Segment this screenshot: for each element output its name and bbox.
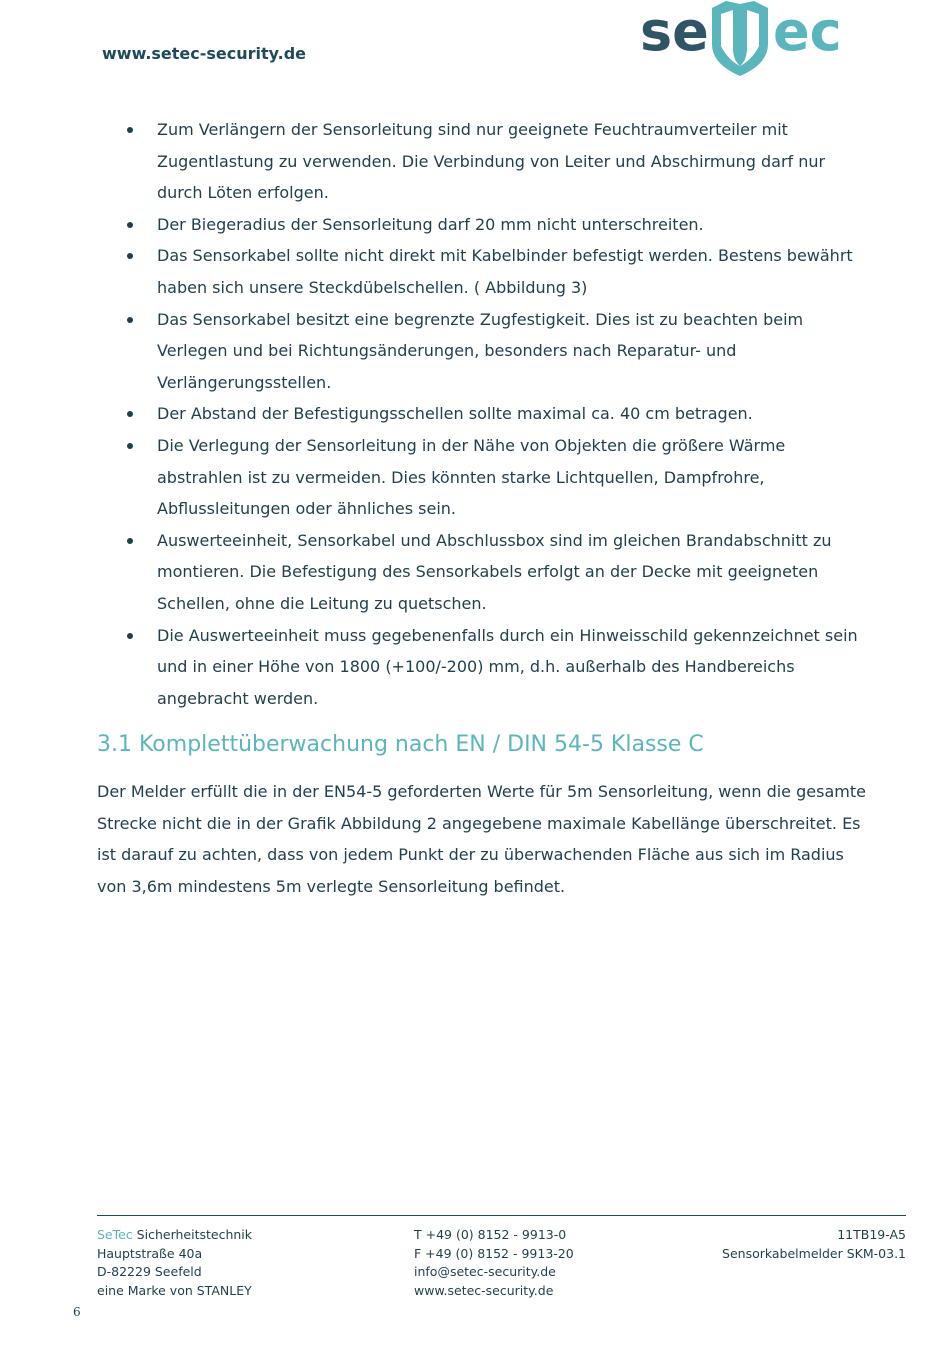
svg-text:ec: ec bbox=[773, 0, 842, 63]
bullet-icon bbox=[127, 411, 133, 417]
list-item: Die Auswerteeinheit muss gegebenenfalls durch ein Hinweisschild gekennzeichnet sein und in einer Höhe von 1800 (+100/-200) mm, d.h. außerhalb des Handbereichs angebracht werden. bbox=[97, 620, 867, 715]
page-number: 6 bbox=[73, 1305, 81, 1319]
footer-city: D-82229 Seefeld bbox=[97, 1264, 202, 1279]
footer-doc-code: 11TB19-A5 bbox=[837, 1227, 906, 1242]
footer-address bbox=[97, 1226, 252, 1300]
setec-logo bbox=[640, 0, 854, 80]
list-item: Das Sensorkabel sollte nicht direkt mit Kabelbinder befestigt werden. Bestens bewährt haben sich unsere Steckdübelschellen. ( Abbildung 3) bbox=[97, 240, 867, 303]
bullet-icon bbox=[127, 127, 133, 133]
bullet-icon bbox=[127, 633, 133, 639]
bullet-icon bbox=[127, 253, 133, 259]
list-item: Der Biegeradius der Sensorleitung darf 20 mm nicht unterschreiten. bbox=[97, 209, 867, 241]
list-item: Der Abstand der Befestigungsschellen sollte maximal ca. 40 cm betragen. bbox=[97, 398, 867, 430]
footer-product: Sensorkabelmelder SKM-03.1 bbox=[722, 1245, 906, 1261]
main-content bbox=[97, 114, 867, 903]
bullet-icon bbox=[127, 443, 133, 449]
footer-document-info bbox=[722, 1226, 906, 1263]
footer-fax: F +49 (0) 8152 - 9913-20 bbox=[414, 1245, 574, 1261]
footer-brand: eine Marke von STANLEY bbox=[97, 1282, 252, 1298]
svg-text:se: se bbox=[640, 0, 709, 63]
bullet-icon bbox=[127, 222, 133, 228]
footer-phone: T +49 (0) 8152 - 9913-0 bbox=[414, 1227, 567, 1242]
footer-email[interactable]: info@setec-security.de bbox=[414, 1264, 556, 1279]
footer-website[interactable]: www.setec-security.de bbox=[414, 1282, 554, 1298]
footer-company-name: Sicherheitstechnik bbox=[132, 1227, 253, 1242]
list-item: Zum Verlängern der Sensorleitung sind nur geeignete Feuchtraumverteiler mit Zugentlastung zu verwenden. Die Verbindung von Leiter und Abschirmung darf nur durch Löten erfolgen. bbox=[97, 114, 867, 209]
list-item: Auswerteeinheit, Sensorkabel und Abschlussbox sind im gleichen Brandabschnitt zu montieren. Die Befestigung des Sensorkabels erfolgt an der Decke mit geeigneten Schellen, ohne die Leitung zu quetschen. bbox=[97, 525, 867, 620]
footer-contact bbox=[414, 1226, 574, 1300]
header-website[interactable]: www.setec-security.de bbox=[102, 44, 307, 63]
footer-company-accent: SeTec bbox=[97, 1227, 133, 1242]
section-heading: 3.1 Komplettüberwachung nach EN / DIN 54-5 Klasse C bbox=[97, 732, 704, 758]
installation-notes-list bbox=[97, 114, 867, 714]
footer-street: Hauptstraße 40a bbox=[97, 1245, 203, 1261]
bullet-icon bbox=[127, 317, 133, 323]
bullet-icon bbox=[127, 538, 133, 544]
footer-divider bbox=[97, 1215, 906, 1216]
list-item: Die Verlegung der Sensorleitung in der Nähe von Objekten die größere Wärme abstrahlen ist zu vermeiden. Dies könnten starke Lichtquellen, Dampfrohre, Abflussleitungen oder ähnliches sein. bbox=[97, 430, 867, 525]
list-item: Das Sensorkabel besitzt eine begrenzte Zugfestigkeit. Dies ist zu beachten beim Verlegen und bei Richtungsänderungen, besonders nach Reparatur- und Verlängerungsstellen. bbox=[97, 304, 867, 399]
section-paragraph: Der Melder erfüllt die in der EN54-5 geforderten Werte für 5m Sensorleitung, wenn die gesamte Strecke nicht die in der Grafik Abbildung 2 angegebene maximale Kabellänge überschreitet. Es ist darauf zu achten, dass von jedem Punkt der zu überwachenden Fläche aus sich im Radius von 3,6m mindestens 5m verlegte Sensorleitung befindet. bbox=[97, 782, 866, 897]
